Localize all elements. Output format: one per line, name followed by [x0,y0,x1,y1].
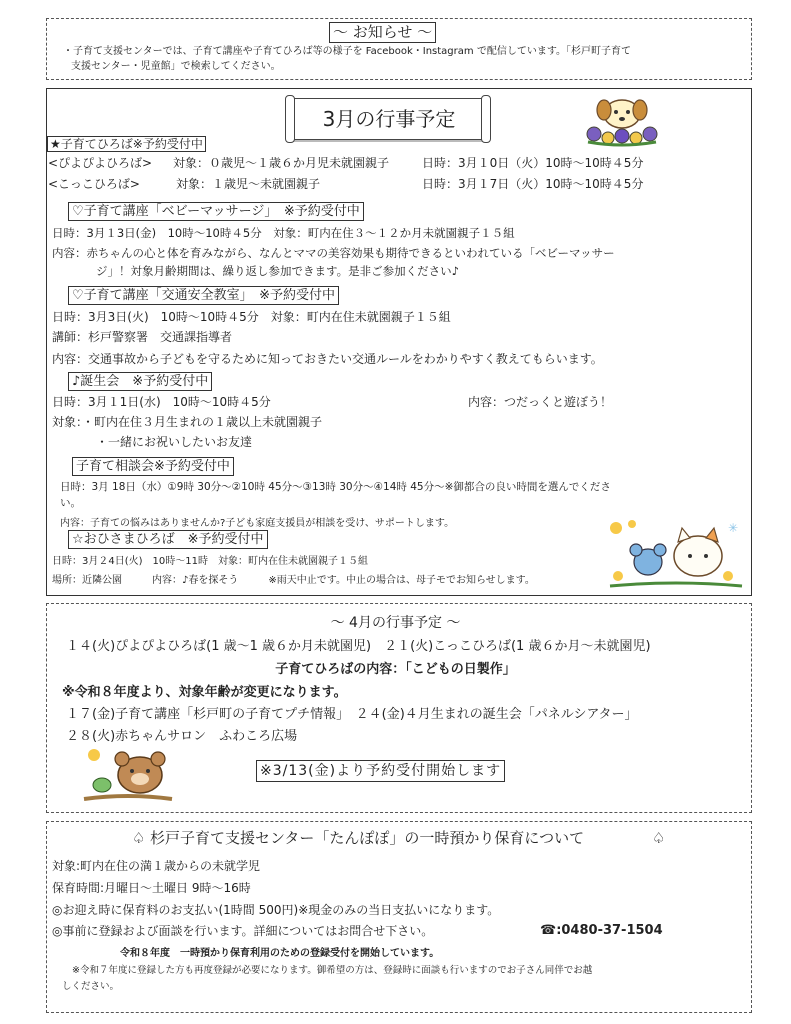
care-register: ◎事前に登録および面談を行います。詳細についてはお問合せ下さい。 [52,924,434,938]
kokko-target: 対象：１歳児～未就園親子 [176,177,321,191]
ohisama-date: 日時：3月２4日(火) 10時～11時 対象：町内在住未就園親子１５組 [52,556,368,567]
care-notice-title: 令和８年度 一時預かり保育利用のための登録受付を開始しています。 [120,948,440,959]
april-line-1: １４(火)ぴよぴよひろば(1 歳～1 歳６か月未就園児) ２１(火)こっこひろば(1 歳６か月～未就園児) [66,639,651,654]
traffic-safety-date: 日時：3月3日(火) 10時～10時４5分 対象：町内在住未就園親子１５組 [52,310,451,324]
piyo-date: 日時：3月１0日（火）10時～10時４5分 [422,156,644,170]
traffic-safety-content: 内容：交通事故から子どもを守るために知っておきたい交通ルールをわかりやすく教えてもらいます。 [52,352,603,366]
baby-massage-heading: ♡子育て講座「ベビーマッサージ」 ※予約受付中 [68,202,364,221]
baby-massage-content-2: ジ」！対象月齢期間は、繰り返し参加できます。是非ご参加ください♪ [96,264,459,278]
consultation-heading: 子育て相談会※予約受付中 [72,457,234,476]
traffic-safety-lecturer: 講師：杉戸警察署 交通課指導者 [52,330,233,344]
notice-title: ～ お知らせ ～ [329,22,436,43]
piyo-name: <ぴよぴよひろば> [48,156,153,170]
birthday-party-date: 日時：3月１1日(水) 10時～10時４5分 [52,395,271,409]
notice-line-1: ・子育て支援センターでは、子育て講座や子育てひろば等の様子を Facebook・Instagram で配信しています。「杉戸町子育て [63,46,632,57]
march-title-scroll [290,98,486,140]
consultation-content: 内容：子育ての悩みはありませんか?子ども家庭支援員が相談を受け、サポートします。 [60,518,455,529]
care-phone: ☎:0480-37-1504 [540,923,663,938]
birthday-party-content: 内容：つだっくと遊ぼう！ [468,395,613,409]
bear-frog-illustration [82,745,174,803]
baby-massage-content-1: 内容：赤ちゃんの心と体を育みながら、なんとママの美容効果も期待できるといわれている「ベビーマッサー [52,246,615,260]
svg-text:✳: ✳ [728,521,739,535]
consultation-date-2: い。 [60,497,81,509]
april-title: ～ 4月の行事予定 ～ [330,615,461,631]
april-line-3: ※令和８年度より、対象年齢が変更になります。 [62,685,347,700]
baby-massage-date: 日時：3月１3日(金) 10時～10時４5分 対象：町内在住３～１２か月未就園親子１５組 [52,226,515,240]
puppy-flowers-illustration [582,92,662,148]
care-notice-2: しください。 [62,981,120,992]
cat-mouse-illustration [606,518,746,590]
care-notice-1: ※令和７年度に登録した方も再度登録が必要になります。御希望の方は、登録時に面談も行いますのでお子さん同伴でお越 [72,965,593,976]
ohisama-place: 場所：近隣公園 内容：♪春を探そう ※雨天中止です。中止の場合は、母子モでお知らせします。 [52,575,535,586]
ohisama-heading: ☆おひさまひろば ※予約受付中 [68,530,268,549]
leaf-icon-left: ♤ [132,829,146,847]
kokko-name: <こっこひろば> [48,177,140,191]
care-fee: ◎お迎え時に保育料のお支払い(1時間 500円)※現金のみの当日支払いになります。 [52,903,500,917]
april-line-5: ２８(火)赤ちゃんサロン ふわころ広場 [66,729,298,744]
birthday-party-target-1: 対象：・町内在住３月生まれの１歳以上未就園親子 [52,415,323,429]
april-line-4: １７(金)子育て講座「杉戸町の子育てプチ情報」 ２４(金)４月生まれの誕生会「パネルシアター」 [66,707,638,722]
kokko-date: 日時：3月１7日（火）10時～10時４5分 [422,177,644,191]
hiroba-heading: ★子育てひろば※予約受付中 [47,136,206,152]
april-line-2: 子育てひろばの内容：「こどもの日製作」 [275,662,516,677]
care-hours: 保育時間:月曜日～土曜日 9時～16時 [52,881,251,895]
traffic-safety-heading: ♡子育て講座「交通安全教室」 ※予約受付中 [68,286,339,305]
care-target: 対象:町内在住の満１歳からの未就学児 [52,859,261,873]
march-title: 3月の行事予定 [322,107,456,131]
care-title: 杉戸子育て支援センター「たんぽぽ」の一時預かり保育について [150,829,585,847]
piyo-target: 対象：０歳児～１歳６か月児未就園親子 [173,156,390,170]
consultation-date-1: 日時：3月 18日（水）①9時 30分～②10時 45分～③13時 30分～④14時 45分～※御都合の良い時間を選んでくださ [60,481,611,493]
april-reservation-notice: ※3/13(金)より予約受付開始します [256,760,505,782]
notice-box [46,18,752,80]
birthday-party-target-2: ・一緒にお祝いしたいお友達 [96,435,253,449]
leaf-icon-right: ♤ [652,829,666,847]
notice-line-2: 支援センター・児童館」で検索してください。 [71,61,281,72]
birthday-party-heading: ♪誕生会 ※予約受付中 [68,372,212,391]
